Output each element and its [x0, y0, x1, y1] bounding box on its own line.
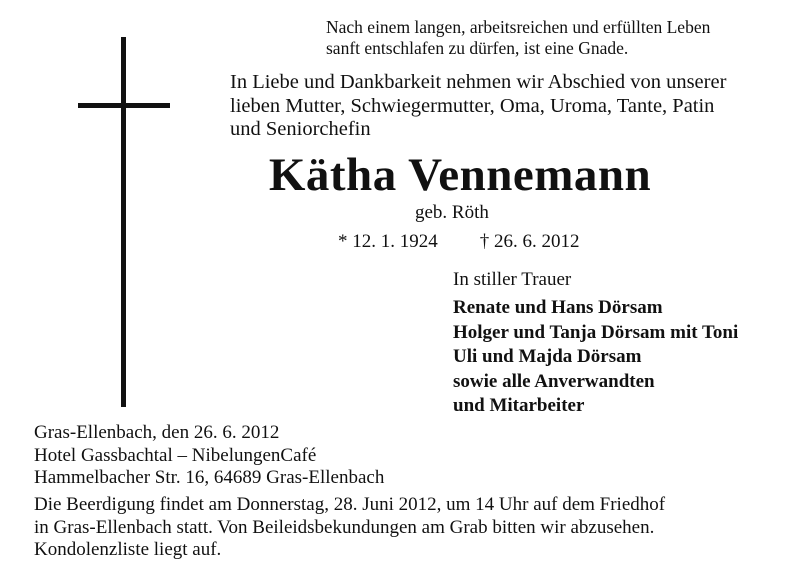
- deceased-name: Kätha Vennemann: [268, 149, 652, 201]
- birth-date: * 12. 1. 1924: [338, 231, 438, 252]
- mourner-entry: sowie alle Anverwandten: [453, 370, 655, 392]
- funeral-line: Kondolenzliste liegt auf.: [34, 539, 222, 560]
- funeral-line: Die Beerdigung findet am Donnerstag, 28. Juni 2012, um 14 Uhr auf dem Friedhof: [34, 494, 666, 515]
- mourner-entry: und Mitarbeiter: [453, 395, 585, 416]
- place-and-date: [34, 422, 384, 490]
- intro-line: lieben Mutter, Schwiegermutter, Oma, Uroma, Tante, Patin: [230, 94, 715, 117]
- mourner-entry: Uli und Majda Dörsam: [453, 346, 642, 367]
- funeral-info: [34, 494, 784, 562]
- funeral-line: in Gras-Ellenbach statt. Von Beileidsbekundungen am Grab bitten wir abzusehen.: [34, 516, 655, 538]
- maiden-name: geb. Röth: [415, 202, 489, 223]
- place-line: Hotel Gassbachtal – NibelungenCafé: [34, 444, 317, 466]
- place-line: Hammelbacher Str. 16, 64689 Gras-Ellenbach: [34, 467, 385, 488]
- motto-quote: [326, 17, 786, 59]
- mourner-entry: Holger und Tanja Dörsam mit Toni: [453, 321, 739, 343]
- motto-line: sanft entschlafen zu dürfen, ist eine Gnade.: [326, 38, 629, 58]
- intro-line: In Liebe und Dankbarkeit nehmen wir Abschied von unserer: [230, 71, 727, 93]
- intro-line: und Seniorchefin: [230, 118, 371, 140]
- farewell-intro: [230, 71, 790, 142]
- mourners-list: [453, 296, 738, 419]
- life-dates: [338, 230, 622, 254]
- mourning-heading: In stiller Trauer: [453, 269, 572, 290]
- cross-vertical-bar: [121, 37, 126, 407]
- motto-line: Nach einem langen, arbeitsreichen und erfüllten Leben: [326, 17, 711, 37]
- mourner-entry: Renate und Hans Dörsam: [453, 297, 663, 318]
- place-line: Gras-Ellenbach, den 26. 6. 2012: [34, 422, 280, 443]
- death-date: † 26. 6. 2012: [479, 231, 580, 252]
- cross-horizontal-bar: [78, 103, 170, 108]
